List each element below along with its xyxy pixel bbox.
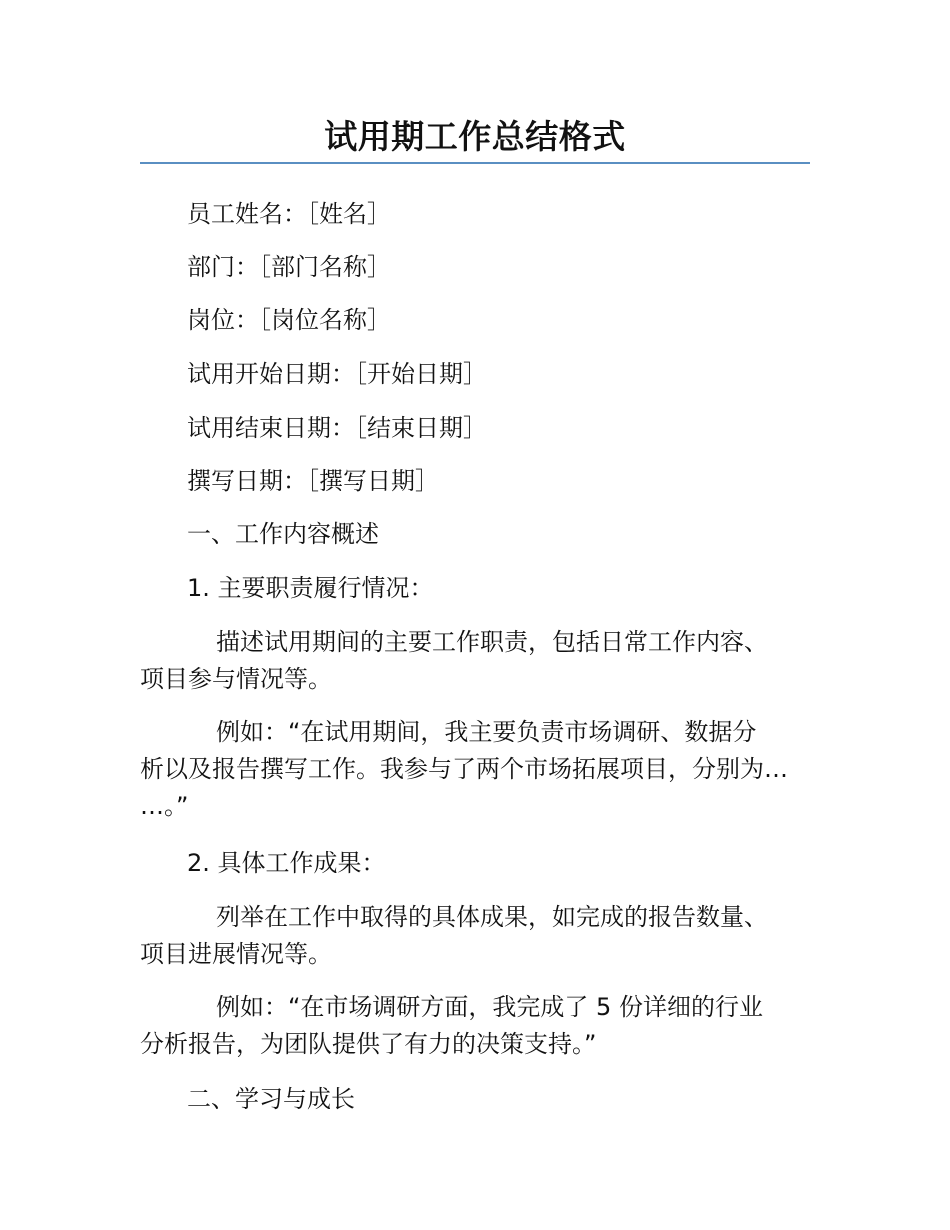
field-position: 岗位：［岗位名称］ xyxy=(187,306,391,334)
field-write-date: 撰写日期：［撰写日期］ xyxy=(187,467,439,495)
item1-desc-line2: 项目参与情况等。 xyxy=(140,665,332,693)
section2-heading: 二、学习与成长 xyxy=(187,1085,355,1113)
document-title: 试用期工作总结格式 xyxy=(324,117,626,156)
item2-example-line1: 例如：“在市场调研方面，我完成了 5 份详细的行业 xyxy=(216,993,763,1021)
title-divider xyxy=(140,162,810,164)
field-employee-name: 员工姓名：［姓名］ xyxy=(187,200,391,228)
item2-heading: 2. 具体工作成果： xyxy=(187,849,386,877)
item2-desc-line1: 列举在工作中取得的具体成果，如完成的报告数量、 xyxy=(216,903,768,931)
item2-example-line2: 分析报告，为团队提供了有力的决策支持。” xyxy=(140,1030,597,1058)
item1-example-line1: 例如：“在试用期间，我主要负责市场调研、数据分 xyxy=(216,718,757,746)
field-department: 部门：［部门名称］ xyxy=(187,253,391,281)
item1-desc-line1: 描述试用期间的主要工作职责，包括日常工作内容、 xyxy=(216,628,768,656)
field-start-date: 试用开始日期：［开始日期］ xyxy=(187,360,487,388)
item2-desc-line2: 项目进展情况等。 xyxy=(140,940,332,968)
item1-heading: 1. 主要职责履行情况： xyxy=(187,574,434,602)
item1-example-line2: 析以及报告撰写工作。我参与了两个市场拓展项目，分别为… xyxy=(140,755,788,783)
field-end-date: 试用结束日期：［结束日期］ xyxy=(187,414,487,442)
item1-example-line3: …。” xyxy=(140,792,189,820)
section1-heading: 一、工作内容概述 xyxy=(187,520,379,548)
